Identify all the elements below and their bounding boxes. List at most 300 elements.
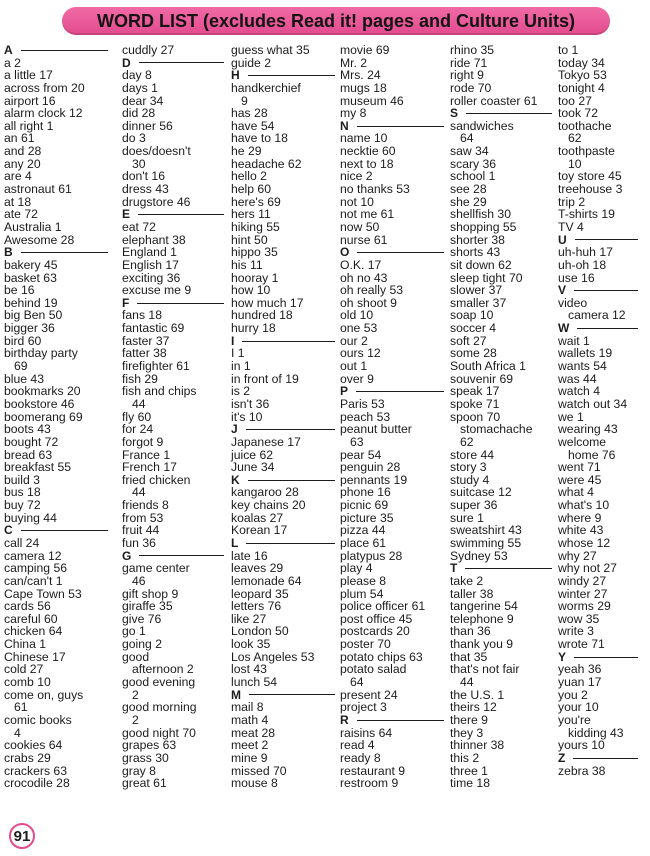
word-entry: hippo 35 xyxy=(231,245,278,260)
word-entry: a little 17 xyxy=(4,68,53,83)
letter-heading-label: L xyxy=(231,535,239,550)
word-entry: his 11 xyxy=(231,257,263,272)
word-entry: chicken 64 xyxy=(4,624,63,639)
word-entry-continuation: 2 xyxy=(132,687,139,702)
word-entry: fly 60 xyxy=(122,409,152,424)
word-entry: nurse 61 xyxy=(340,232,388,247)
word-entry: three 1 xyxy=(450,763,488,778)
word-entry: bus 18 xyxy=(4,485,41,500)
letter-heading-label: C xyxy=(4,523,13,538)
word-entry: see 28 xyxy=(450,182,487,197)
word-entry-continuation: 64 xyxy=(460,131,474,146)
word-entry: dinner 56 xyxy=(122,118,173,133)
word-entry: taller 38 xyxy=(450,586,494,601)
word-entry: ours 12 xyxy=(340,346,381,361)
letter-heading-label: Y xyxy=(558,649,567,664)
letter-divider-line xyxy=(465,568,552,569)
word-entry: excuse me 9 xyxy=(122,283,192,298)
word-entry: cards 56 xyxy=(4,599,51,614)
word-entry: eat 72 xyxy=(122,219,156,234)
word-entry: treehouse 3 xyxy=(558,182,623,197)
word-entry: missed 70 xyxy=(231,763,287,778)
word-entry: drugstore 46 xyxy=(122,194,191,209)
letter-heading-label: V xyxy=(558,283,567,298)
letter-divider-line xyxy=(573,758,638,759)
word-entry: what 4 xyxy=(558,485,594,500)
letter-heading-label: F xyxy=(122,295,130,310)
word-entry: crackers 63 xyxy=(4,763,67,778)
word-entry-continuation: 63 xyxy=(350,434,364,449)
word-entry: here's 69 xyxy=(231,194,281,209)
word-entry: crabs 29 xyxy=(4,750,51,765)
word-entry: pizza 44 xyxy=(340,523,386,538)
letter-heading-label: N xyxy=(340,118,349,133)
word-entry-continuation: 62 xyxy=(568,131,582,146)
letter-divider-line xyxy=(139,62,224,63)
word-entry: that's not fair xyxy=(450,662,520,677)
word-entry: hundred 18 xyxy=(231,308,293,323)
letter-heading-label: O xyxy=(340,245,350,260)
word-entry: thinner 38 xyxy=(450,738,505,753)
word-entry: France 1 xyxy=(122,447,171,462)
letter-heading-label: D xyxy=(122,55,131,70)
word-entry: saw 34 xyxy=(450,144,489,159)
word-entry: were 45 xyxy=(558,472,602,487)
word-entry: scary 36 xyxy=(450,156,497,171)
word-entry: Mr. 2 xyxy=(340,55,368,70)
word-entry: and 28 xyxy=(4,144,42,159)
word-entry: post office 45 xyxy=(340,611,413,626)
letter-divider-line xyxy=(246,543,335,544)
word-entry: all right 1 xyxy=(4,118,54,133)
word-entry: crocodile 28 xyxy=(4,776,70,791)
word-entry: dear 34 xyxy=(122,93,164,108)
word-entry: lost 43 xyxy=(231,662,267,677)
word-entry: trip 2 xyxy=(558,194,586,209)
word-entry: write 3 xyxy=(558,624,594,639)
word-entry: hers 11 xyxy=(231,207,271,222)
word-entry: out 1 xyxy=(340,359,368,374)
letter-divider-line xyxy=(574,657,638,658)
word-entry: my 8 xyxy=(340,106,367,121)
word-entry: suitcase 12 xyxy=(450,485,512,500)
word-entry: leopard 35 xyxy=(231,586,289,601)
word-entry: isn't 36 xyxy=(231,396,270,411)
word-entry: English 17 xyxy=(122,257,179,272)
word-entry: right 9 xyxy=(450,68,484,83)
word-entry: have 54 xyxy=(231,118,275,133)
word-entry: like 27 xyxy=(231,611,267,626)
word-entry: oh shoot 9 xyxy=(340,295,397,310)
word-entry: wearing 43 xyxy=(558,422,618,437)
word-entry: bakery 45 xyxy=(4,257,58,272)
letter-heading xyxy=(340,714,452,727)
word-entry: Cape Town 53 xyxy=(4,586,82,601)
word-entry: bird 60 xyxy=(4,333,42,348)
word-entry: key chains 20 xyxy=(231,498,306,513)
word-entry: police officer 61 xyxy=(340,599,426,614)
word-entry: buying 44 xyxy=(4,510,57,525)
word-entry: was 44 xyxy=(558,371,597,386)
word-entry: have to 18 xyxy=(231,131,288,146)
word-entry: yours 10 xyxy=(558,738,605,753)
word-entry: peach 53 xyxy=(340,409,391,424)
word-entry: mail 8 xyxy=(231,700,264,715)
word-entry: any 20 xyxy=(4,156,41,171)
word-entry: spoon 70 xyxy=(450,409,501,424)
word-entry: museum 46 xyxy=(340,93,404,108)
word-entry-continuation: kidding 43 xyxy=(568,725,624,740)
word-entry: fantastic 69 xyxy=(122,321,185,336)
word-entry: how 10 xyxy=(231,283,271,298)
word-entry: telephone 9 xyxy=(450,611,514,626)
word-entry: help 60 xyxy=(231,182,271,197)
word-entry: big Ben 50 xyxy=(4,308,63,323)
word-entry: forgot 9 xyxy=(122,434,164,449)
word-entry-continuation: 4 xyxy=(14,725,21,740)
word-entry: buy 72 xyxy=(4,498,41,513)
letter-heading xyxy=(4,44,116,57)
word-entry: in front of 19 xyxy=(231,371,299,386)
word-entry: is 2 xyxy=(231,384,250,399)
word-entry: thank you 9 xyxy=(450,637,514,652)
word-entry: from 53 xyxy=(122,510,164,525)
word-entry-continuation: 2 xyxy=(132,712,139,727)
word-entry: giraffe 35 xyxy=(122,599,173,614)
word-entry: no thanks 53 xyxy=(340,182,410,197)
word-entry: great 61 xyxy=(122,776,167,791)
word-entry: going 2 xyxy=(122,637,162,652)
word-entry: plum 54 xyxy=(340,586,384,601)
word-entry: why not 27 xyxy=(558,561,617,576)
word-entry: boomerang 69 xyxy=(4,409,83,424)
word-entry: he 29 xyxy=(231,144,262,159)
word-entry: story 3 xyxy=(450,460,487,475)
word-entry: did 28 xyxy=(122,106,156,121)
word-entry: toothache xyxy=(558,118,612,133)
word-entry: good night 70 xyxy=(122,725,196,740)
word-entry: it's 10 xyxy=(231,409,263,424)
word-entry: day 8 xyxy=(122,68,152,83)
word-entry: some 28 xyxy=(450,346,497,361)
word-entry: June 34 xyxy=(231,460,275,475)
word-entry-continuation: 44 xyxy=(132,485,146,500)
word-entry: T-shirts 19 xyxy=(558,207,615,222)
word-entry: toy store 45 xyxy=(558,169,622,184)
word-entry: does/doesn't xyxy=(122,144,191,159)
word-entry: there 9 xyxy=(450,712,488,727)
word-entry: penguin 28 xyxy=(340,460,401,475)
word-entry: meat 28 xyxy=(231,725,276,740)
word-entry: be 16 xyxy=(4,283,35,298)
word-entry: we 1 xyxy=(558,409,584,424)
letter-divider-line xyxy=(357,720,444,721)
word-entry: project 3 xyxy=(340,700,387,715)
word-column-2 xyxy=(122,43,235,791)
letter-divider-line xyxy=(466,113,552,114)
word-entry: hooray 1 xyxy=(231,270,279,285)
word-entry: video xyxy=(558,295,588,310)
word-entry: for 24 xyxy=(122,422,154,437)
word-entry: speak 17 xyxy=(450,384,500,399)
letter-heading xyxy=(558,284,646,297)
word-entry: rode 70 xyxy=(450,80,492,95)
word-entry: camera 12 xyxy=(4,548,62,563)
word-entry: not me 61 xyxy=(340,207,395,222)
word-entry: mugs 18 xyxy=(340,80,387,95)
word-entry: faster 37 xyxy=(122,333,170,348)
word-entry: pennants 19 xyxy=(340,472,408,487)
word-entry: wait 1 xyxy=(558,333,590,348)
word-entry: white 43 xyxy=(558,523,604,538)
word-entry: Mrs. 24 xyxy=(340,68,381,83)
word-entry: sleep tight 70 xyxy=(450,270,523,285)
word-entry: watch out 34 xyxy=(558,396,628,411)
page-number-badge xyxy=(9,823,35,849)
word-entry: fans 18 xyxy=(122,308,162,323)
word-entry-continuation: 30 xyxy=(132,156,146,171)
word-entry: toothpaste xyxy=(558,144,615,159)
word-entry: comb 10 xyxy=(4,675,51,690)
letter-heading-label: A xyxy=(4,43,13,57)
word-entry: this 2 xyxy=(450,750,480,765)
word-entry: roller coaster 61 xyxy=(450,93,538,108)
word-entry: kangaroo 28 xyxy=(231,485,299,500)
word-entry: hiking 55 xyxy=(231,219,280,234)
letter-divider-line xyxy=(575,239,638,240)
letter-heading-label: Z xyxy=(558,750,566,765)
word-entry: too 27 xyxy=(558,93,592,108)
word-entry: behind 19 xyxy=(4,295,58,310)
word-entry: Paris 53 xyxy=(340,396,385,411)
letter-heading-label: P xyxy=(340,384,349,399)
word-entry: potato salad xyxy=(340,662,407,677)
word-entry: leaves 29 xyxy=(231,561,284,576)
word-entry: why 27 xyxy=(558,548,597,563)
word-entry: French 17 xyxy=(122,460,177,475)
word-entry: letters 76 xyxy=(231,599,282,614)
word-entry: whose 12 xyxy=(558,535,611,550)
word-entry: spoke 71 xyxy=(450,396,500,411)
word-entry: good morning xyxy=(122,700,197,715)
word-entry: poster 70 xyxy=(340,637,391,652)
word-entry: hint 50 xyxy=(231,232,268,247)
letter-divider-line xyxy=(242,341,335,342)
letter-heading-label: E xyxy=(122,207,131,222)
letter-heading-label: M xyxy=(231,687,241,702)
word-entry: sweatshirt 43 xyxy=(450,523,522,538)
word-entry: I 1 xyxy=(231,346,245,361)
word-entry: good xyxy=(122,649,150,664)
word-entry: shopping 55 xyxy=(450,219,517,234)
word-entry: tangerine 54 xyxy=(450,599,518,614)
word-entry: come on, guys xyxy=(4,687,84,702)
letter-divider-line xyxy=(138,214,224,215)
word-entry: Australia 1 xyxy=(4,219,62,234)
word-entry: gift shop 9 xyxy=(122,586,179,601)
word-entry: oh no 43 xyxy=(340,270,388,285)
word-entry: they 3 xyxy=(450,725,484,740)
word-entry: movie 69 xyxy=(340,43,390,57)
letter-divider-line xyxy=(356,391,444,392)
word-entry: yeah 36 xyxy=(558,662,602,677)
word-entry: wrote 71 xyxy=(558,637,605,652)
word-entry: don't 16 xyxy=(122,169,165,184)
word-entry: over 9 xyxy=(340,371,374,386)
word-entry: cookies 64 xyxy=(4,738,63,753)
letter-divider-line xyxy=(246,429,335,430)
letter-heading xyxy=(450,107,560,120)
word-entry: give 76 xyxy=(122,611,162,626)
word-entry: Los Angeles 53 xyxy=(231,649,315,664)
word-entry: peanut butter xyxy=(340,422,412,437)
word-entry: meet 2 xyxy=(231,738,269,753)
word-entry: a 2 xyxy=(4,55,21,70)
word-entry: alarm clock 12 xyxy=(4,106,83,121)
word-entry: guide 2 xyxy=(231,55,271,70)
word-entry: watch 4 xyxy=(558,384,601,399)
word-entry: look 35 xyxy=(231,637,271,652)
word-entry: study 4 xyxy=(450,472,490,487)
word-entry: astronaut 61 xyxy=(4,182,72,197)
word-entry: place 61 xyxy=(340,535,387,550)
letter-heading xyxy=(558,752,646,765)
word-entry: you 2 xyxy=(558,687,588,702)
word-entry: present 24 xyxy=(340,687,398,702)
word-entry: she 29 xyxy=(450,194,487,209)
word-entry: picture 35 xyxy=(340,510,394,525)
word-entry: careful 60 xyxy=(4,611,58,626)
word-entry: camping 56 xyxy=(4,561,68,576)
word-entry: shorts 43 xyxy=(450,245,501,260)
word-entry: necktie 60 xyxy=(340,144,396,159)
word-entry: Tokyo 53 xyxy=(558,68,607,83)
word-entry: play 4 xyxy=(340,561,373,576)
word-entry: build 3 xyxy=(4,472,40,487)
word-entry-continuation: afternoon 2 xyxy=(132,662,194,677)
word-column-3 xyxy=(231,44,343,790)
word-entry: read 4 xyxy=(340,738,375,753)
word-entry: to 1 xyxy=(558,43,579,57)
word-entry: breakfast 55 xyxy=(4,460,72,475)
word-entry-continuation: 10 xyxy=(568,156,582,171)
word-entry: birthday party xyxy=(4,346,78,361)
word-entry: Korean 17 xyxy=(231,523,288,538)
word-entry: uh-oh 18 xyxy=(558,257,607,272)
word-entry: uh-huh 17 xyxy=(558,245,613,260)
word-entry: comic books xyxy=(4,712,72,727)
word-entry-continuation: 61 xyxy=(14,700,28,715)
word-entry-continuation: stomachache xyxy=(460,422,533,437)
word-entry-continuation: 44 xyxy=(460,675,474,690)
word-entry: guess what 35 xyxy=(231,43,310,57)
word-entry: airport 16 xyxy=(4,93,56,108)
word-entry: picnic 69 xyxy=(340,498,389,513)
word-entry: our 2 xyxy=(340,333,368,348)
word-entry: good evening xyxy=(122,675,196,690)
letter-divider-line xyxy=(577,328,638,329)
word-entry: mine 9 xyxy=(231,750,268,765)
word-entry: China 1 xyxy=(4,637,47,652)
word-entry: store 44 xyxy=(450,447,495,462)
word-entry: platypus 28 xyxy=(340,548,403,563)
word-entry-continuation: 44 xyxy=(132,396,146,411)
word-entry: ride 71 xyxy=(450,55,488,70)
word-entry: wow 35 xyxy=(558,611,600,626)
word-entry: South Africa 1 xyxy=(450,359,526,374)
word-entry: sure 1 xyxy=(450,510,484,525)
word-entry: fish 29 xyxy=(122,371,158,386)
word-entry: gray 8 xyxy=(122,763,156,778)
word-entry: basket 63 xyxy=(4,270,57,285)
word-entry: rhino 35 xyxy=(450,43,495,57)
word-entry: sandwiches xyxy=(450,118,514,133)
word-entry: fatter 38 xyxy=(122,346,167,361)
letter-heading xyxy=(231,537,343,550)
letter-heading-label: R xyxy=(340,712,349,727)
word-entry: go 1 xyxy=(122,624,146,639)
word-entry: worms 29 xyxy=(558,599,611,614)
word-entry: went 71 xyxy=(558,460,601,475)
word-entry: the U.S. 1 xyxy=(450,687,505,702)
word-entry: hello 2 xyxy=(231,169,267,184)
word-entry: call 24 xyxy=(4,535,40,550)
word-entry: sit down 62 xyxy=(450,257,512,272)
letter-heading-label: J xyxy=(231,422,238,437)
word-entry-continuation: 62 xyxy=(460,434,474,449)
word-entry: wants 54 xyxy=(558,359,607,374)
letter-divider-line xyxy=(248,75,335,76)
word-entry: soccer 4 xyxy=(450,321,497,336)
word-entry: please 8 xyxy=(340,573,387,588)
word-entry: souvenir 69 xyxy=(450,371,514,386)
word-entry: has 28 xyxy=(231,106,268,121)
word-entry: headache 62 xyxy=(231,156,302,171)
word-entry: soap 10 xyxy=(450,308,494,323)
word-entry: lunch 54 xyxy=(231,675,278,690)
word-entry: hurry 18 xyxy=(231,321,276,336)
word-entry: what's 10 xyxy=(558,498,610,513)
word-entry: friends 8 xyxy=(122,498,169,513)
word-entry: London 50 xyxy=(231,624,289,639)
word-entry: than 36 xyxy=(450,624,491,639)
word-entry: Japanese 17 xyxy=(231,434,301,449)
word-entry: now 50 xyxy=(340,219,380,234)
word-entry: old 10 xyxy=(340,308,374,323)
letter-heading-label: W xyxy=(558,321,570,336)
word-entry: not 10 xyxy=(340,194,374,209)
word-entry: next to 18 xyxy=(340,156,394,171)
word-column-4 xyxy=(340,44,452,790)
letter-heading xyxy=(231,335,343,348)
word-entry: winter 27 xyxy=(558,586,608,601)
word-entry-continuation: camera 12 xyxy=(568,308,626,323)
word-entry: raisins 64 xyxy=(340,725,393,740)
word-entry: late 16 xyxy=(231,548,268,563)
letter-heading-label: U xyxy=(558,232,567,247)
word-entry-continuation: 9 xyxy=(241,93,248,108)
word-column-5 xyxy=(450,44,560,790)
word-list-columns xyxy=(4,44,646,789)
word-entry: England 1 xyxy=(122,245,177,260)
letter-divider-line xyxy=(21,50,108,51)
word-entry: fried chicken xyxy=(122,472,191,487)
word-entry: how much 17 xyxy=(231,295,304,310)
word-entry: super 36 xyxy=(450,498,498,513)
word-entry: cold 27 xyxy=(4,662,44,677)
word-entry: exciting 36 xyxy=(122,270,181,285)
word-entry: in 1 xyxy=(231,359,251,374)
